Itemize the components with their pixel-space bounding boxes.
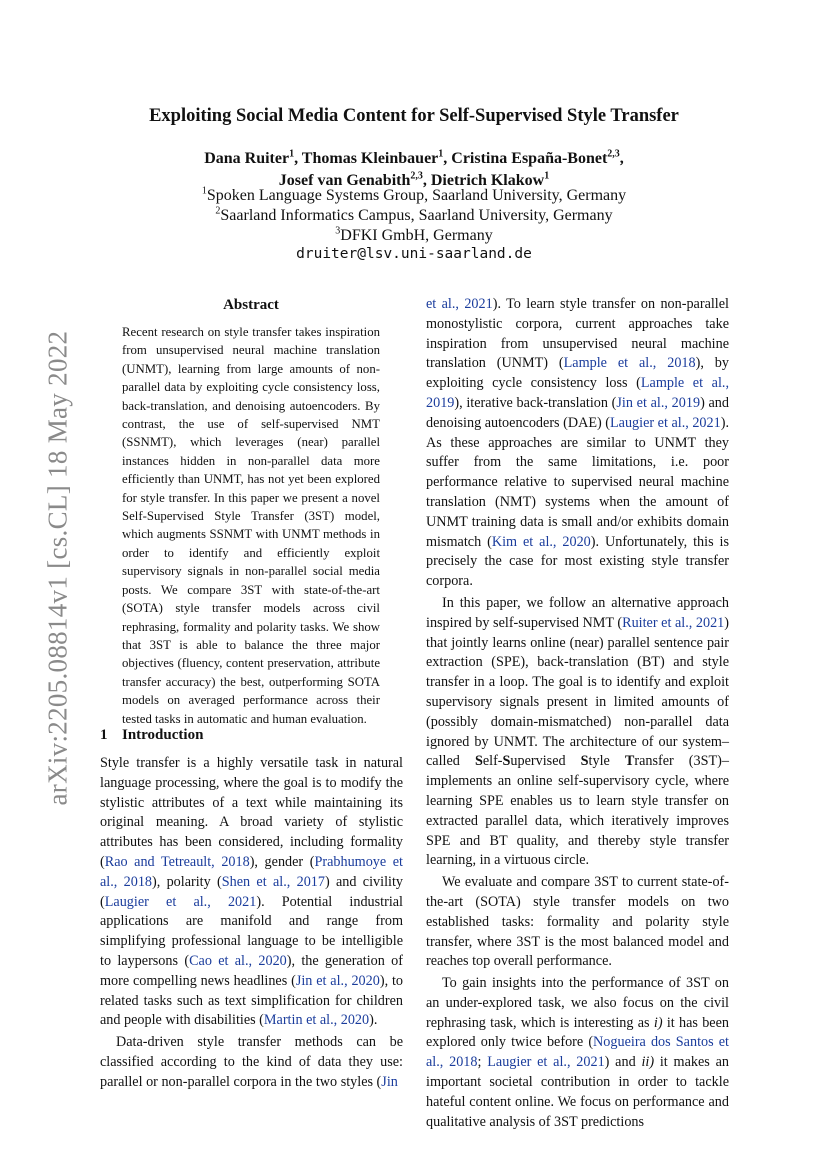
author-name: Josef van Genabith [278, 172, 411, 189]
right-column [426, 295, 729, 1132]
body-text: Data-driven style transfer methods can be classified according to the kind of data they use: parallel or non-parallel corpora in the two styles ( [100, 1034, 403, 1090]
section-title: Introduction [122, 727, 204, 743]
abstract-heading: Abstract [223, 297, 279, 313]
body-text: ). Unfortunately, this is precisely the case for most existing style transfer corpora. [426, 533, 730, 590]
body-text: ), gender ( [249, 853, 315, 870]
author-name: Dana Ruiter [204, 150, 290, 167]
body-text: ; [477, 1054, 488, 1071]
body-text: elf- [482, 753, 503, 770]
body-text: tyle [588, 753, 625, 770]
body-text: ). [369, 1012, 378, 1029]
body-text: it has been explored only twice before ( [426, 1014, 729, 1051]
citation-link[interactable]: Jin et al., 2019 [616, 394, 701, 411]
bold-text: S [580, 753, 589, 770]
citation-link[interactable]: Lample et al., 2018 [563, 355, 696, 372]
intro-paragraph-4 [426, 594, 729, 871]
body-text: it makes an important societal contribution in order to tackle hateful content online. We focus on performance and qualitative analysis of 3ST predictions [426, 1054, 729, 1130]
intro-paragraph-3 [426, 295, 729, 592]
body-text: ) and denoising autoencoders (DAE) ( [426, 394, 729, 431]
body-text: ) and [604, 1054, 642, 1071]
bold-text: T [624, 753, 635, 770]
citation-link[interactable]: Jin [381, 1073, 398, 1090]
citation-link[interactable]: Laugier et al., 2021 [104, 893, 257, 910]
body-text: Style transfer is a highly versatile task in natural language processing, where the goal is to modify the stylistic attributes of a text while maintaining its original meaning. A broad variety of stylistic attributes has been considered, including formality ( [100, 755, 403, 870]
body-text: To gain insights into the performance of 3ST on an under-explored task, we also focus on the civil rephrasing task, which is interesting as [426, 975, 729, 1031]
body-text: ) and civility ( [100, 873, 403, 910]
intro-paragraph-5 [426, 873, 729, 972]
intro-paragraph-1 [100, 754, 403, 1031]
author-affiliation-marker: 2,3 [410, 170, 423, 182]
intro-paragraph-2 [100, 1033, 403, 1092]
author-name: , Thomas Kleinbauer [294, 150, 439, 167]
body-text: ). Potential industrial applications are manifold and range from simplifying professional language to be intelligible to laypersons ( [100, 893, 404, 969]
author-affiliation-marker: 2,3 [607, 148, 620, 160]
author-affiliation-marker: 1 [289, 148, 295, 160]
citation-link[interactable]: Prabhumoye et al., 2018 [100, 853, 404, 890]
body-text: In this paper, we follow an alternative approach inspired by self-supervised NMT ( [426, 594, 729, 631]
body-text: ), iterative back-translation ( [454, 394, 617, 411]
citation-link[interactable]: Laugier et al., 2021 [487, 1054, 605, 1071]
section-number: 1 [100, 727, 108, 743]
author-name: , Cristina España-Bonet [443, 150, 608, 167]
bold-text: S [474, 753, 483, 770]
citation-link[interactable]: Lample et al., 2019 [426, 375, 729, 411]
citation-link[interactable]: Laugier et al., 2021 [610, 414, 721, 431]
contact-email: druiter@lsv.uni-saarland.de [296, 246, 532, 262]
citation-link[interactable]: Ruiter et al., 2021 [622, 614, 725, 631]
body-text: ), polarity ( [152, 873, 222, 890]
author-name: , [619, 150, 624, 167]
body-text: ). To learn style transfer on non-parallel monostylistic corpora, current approaches take inspiration from unsupervised neural machine translation (UNMT) ( [426, 296, 729, 372]
citation-link[interactable]: Nogueira dos Santos et al., 2018 [426, 1034, 729, 1071]
affiliations [0, 186, 828, 246]
citation-link[interactable]: Martin et al., 2020 [263, 1012, 370, 1029]
author-name: , Dietrich Klakow [422, 172, 545, 189]
paper-title: Exploiting Social Media Content for Self-Supervised Style Transfer [149, 106, 679, 126]
affiliation-3: $^3$DFKI GmbH, Germany [335, 225, 493, 244]
affiliation-2: $^2$Saarland Informatics Campus, Saarland University, Germany [215, 205, 613, 224]
author-affiliation-marker: 1 [544, 170, 550, 182]
body-text: ). As these approaches are similar to UNMT they suffer from the same limitations, i.e. poor performance relative to supervised neural machine translation (NMT) systems when the amount of UNMT training data is small and/or exhibits domain mismatch ( [426, 414, 729, 550]
arxiv-stamp: arXiv:2205.08814v1 [cs.CL] 18 May 2022 [42, 330, 73, 806]
body-text: ), the generation of more compelling news headlines ( [100, 952, 403, 989]
intro-paragraph-6 [426, 974, 729, 1132]
body-text: ransfer (3ST)–implements an online self-supervisory cycle, where learning SPE enables us to learn style transfer on extracted parallel data, which iteratively improves SPE and BT quality, and thereby style transfer learning, in a virtuous circle. [426, 753, 729, 869]
body-text: upervised [510, 753, 581, 770]
body-text: ) that jointly learns online (near) parallel sentence pair extraction (SPE), back-translation (BT) and style transfer in a loop. The goal is to identify and exploit supervisory signals present in limited amounts of (possibly domain-mismatched) non-parallel data ignored by UNMT. The architecture of our system–called [426, 614, 729, 770]
citation-link[interactable]: Cao et al., 2020 [189, 952, 287, 969]
abstract-body: Recent research on style transfer takes inspiration from unsupervised neural machine translation (UNMT), learning from large amounts of non-parallel data by exploiting cycle consistency loss, back-translation, and denoising autoencoders. By contrast, the use of self-supervised NMT (SSNMT), which leverages (near) parallel instances hidden in non-parallel data more efficiently than UNMT, has not yet been explored for style transfer. In this paper we present a novel Self-Supervised Style Transfer (3ST) model, which augments SSNMT with UNMT methods in order to identify and efficiently exploit supervisory signals in non-parallel social media posts. We compare 3ST with state-of-the-art (SOTA) style transfer models across civil rephrasing, formality and polarity tasks. We show that 3ST is able to balance the three major objectives (fluency, content preservation, attribute transfer accuracy) the best, outperforming SOTA models on averaged performance across their tested tasks in automatic and human evaluation. [122, 325, 380, 726]
left-column [100, 754, 403, 1093]
body-text: We evaluate and compare 3ST to current state-of-the-art (SOTA) style transfer models on two established tasks: formality and polarity style transfer, where 3ST is the most balanced model and reaches top overall performance. [426, 874, 729, 970]
citation-link[interactable]: et al., 2021 [426, 296, 493, 312]
author-line-1 [0, 148, 828, 170]
body-text: ), to related tasks such as text simplification for children and people with disabilities ( [100, 972, 403, 1029]
bold-text: S [502, 753, 511, 770]
body-text: ), by exploiting cycle consistency loss ( [426, 355, 729, 392]
citation-link[interactable]: Kim et al., 2020 [491, 533, 591, 550]
affiliation-1: $^1$Spoken Language Systems Group, Saarland University, Germany [201, 185, 627, 204]
citation-link[interactable]: Shen et al., 2017 [221, 873, 325, 890]
citation-link[interactable]: Rao and Tetreault, 2018 [104, 853, 250, 870]
citation-link[interactable]: Jin et al., 2020 [295, 972, 380, 989]
italic-text: ii) [641, 1054, 655, 1071]
section-heading-introduction [100, 727, 203, 744]
italic-text: i) [653, 1014, 663, 1031]
author-affiliation-marker: 1 [438, 148, 444, 160]
